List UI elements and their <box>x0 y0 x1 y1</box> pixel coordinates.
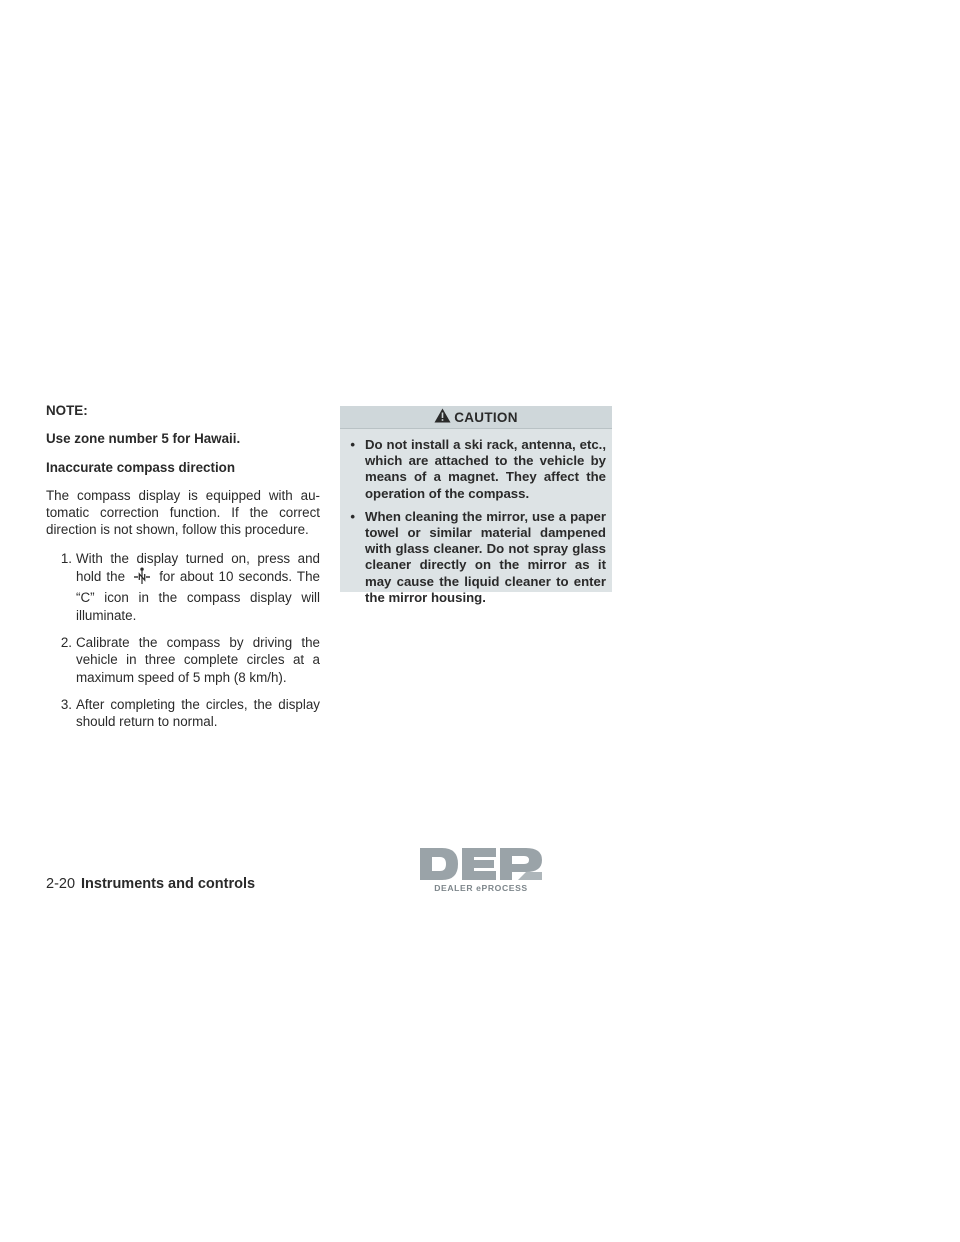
caution-header <box>340 406 612 429</box>
intro-paragraph: The compass display is equipped with automatic correction function. If the correct direction is not shown, follow this procedure. <box>46 487 320 538</box>
step-1 <box>46 550 320 624</box>
page-footer <box>46 876 255 892</box>
compass-button-icon <box>133 567 151 589</box>
step-number: 1. <box>60 550 72 566</box>
caution-item-text: When cleaning the mirror, use a paper towel or similar material dampened with glass cleaner. Do not spray glass cleaner directly on the mirror as it may cause the liquid cleaner to enter the mirror housing. <box>365 508 606 605</box>
left-column <box>46 402 320 740</box>
bullet: • <box>350 437 355 452</box>
section-title: Instruments and controls <box>81 876 256 892</box>
note-text: Use zone number 5 for Hawaii. <box>46 431 241 447</box>
section-heading: Inaccurate compass direction <box>46 459 236 475</box>
caution-title: CAUTION <box>454 409 518 425</box>
caution-list <box>340 429 612 606</box>
caution-item <box>340 509 606 606</box>
step-text-continued: for about 10 seconds. The “C” icon in the compass display will illuminate. <box>76 569 320 623</box>
note-label: NOTE: <box>46 403 88 418</box>
step-number: 3. <box>60 696 72 712</box>
caution-box <box>340 406 612 605</box>
step-2 <box>46 634 320 686</box>
warning-triangle-icon <box>434 408 454 426</box>
caution-item <box>340 437 606 502</box>
step-text: With the display turned on, press and hold the <box>76 550 320 585</box>
page-number: 2-20 <box>46 876 76 892</box>
bullet: • <box>350 508 355 524</box>
step-number: 2. <box>60 634 72 650</box>
dealer-eprocess-logo <box>418 845 544 895</box>
step-text: Calibrate the compass by driving the vehicle in three complete circles at a maximum speed of 5 mph (8 km/h). <box>76 634 320 685</box>
step-3 <box>46 696 320 731</box>
step-text: After completing the circles, the display should return to normal. <box>76 696 320 730</box>
logo-tagline: DEALER ePROCESS <box>434 883 528 893</box>
caution-item-text: Do not install a ski rack, antenna, etc., which are attached to the vehicle by means of a magnet. They affect the operation of the compass. <box>365 437 606 501</box>
